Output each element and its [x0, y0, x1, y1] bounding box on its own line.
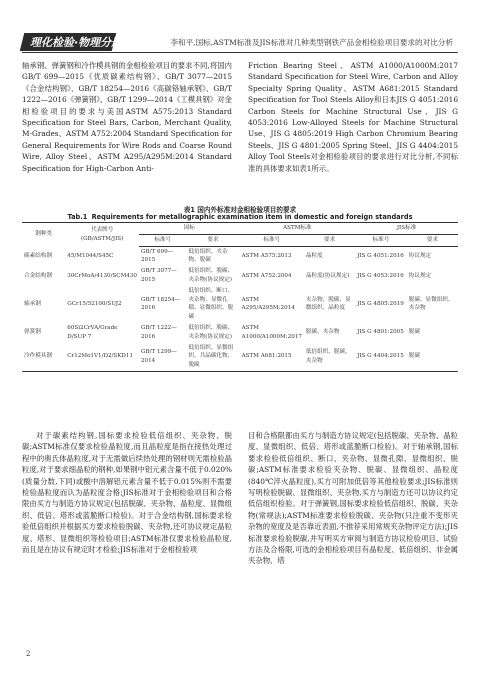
cell-steel-type: 轴承钢 [24, 300, 41, 307]
header-gb-std: 标准号 [139, 234, 186, 246]
cell-jis-req: 脱碳、显微组织、夹杂物 [408, 296, 454, 312]
running-title: 李和平,国标,ASTM标准及JIS标准对几种类型钢铁产品金相检验项目要求的对比分析 [170, 38, 453, 47]
table-row [22, 246, 458, 266]
cell-grade: GCr15/52100/SUJ2 [67, 300, 122, 307]
cell-gb-req: 低倍组织、脱碳、夹杂物(协议规定) [188, 324, 234, 340]
cell-jis-std: JIS G 4801:2005 [357, 329, 404, 336]
body-paragraph: Friction Bearing Steel、ASTM A1000/A1000M:2017 Standard Specification for Steel Wire, Carbon and Alloy Specialty Spring Quality、ASTM A681:2015 Standard Specification for Tool Steels Alloy和日本JIS G 4051:2016 Carbon Steels for Machine Structural Use、JIS G 4053:2016 Low-Alloyed Steels for Machine Structural Use、JIS G 4805:2019 High Carbon Chromium Bearing Steels、JIS G 4801:2005 Spring Steel、JIS G 4404:2015 Alloy Tool Steels对金相检验项目的要求进行对比分析,不同标准的具体要求如表1所示。 [248, 61, 458, 173]
header-astm-req: 要求 [304, 234, 355, 246]
cell-jis-req: 协议规定 [408, 252, 432, 259]
cell-steel-type: 合金结构钢 [24, 272, 52, 279]
cell-astm-req: 晶粒度(协议规定) [305, 272, 350, 279]
cell-jis-std: JIS G 4051:2016 [357, 252, 404, 259]
table-row [22, 343, 458, 372]
header-group-gb: 国标 [139, 223, 240, 235]
header-rule [22, 52, 458, 53]
cell-gb-std: GB/T 3077—2015 [141, 268, 177, 283]
cell-astm-std: ASTM A1000/A1000M:2017 [241, 324, 302, 340]
table-title-cn: 表1 国内外标准对金相检验项目的要求 [183, 206, 297, 214]
cell-steel-type: 碳素结构钢 [24, 252, 52, 259]
header-group-jis: JIS标准 [355, 223, 458, 235]
cell-grade: 30CrMoA/4130/SCM430 [67, 272, 137, 279]
cell-grade: 45/M1044/S45C [67, 252, 114, 259]
page-number: 2 [26, 650, 31, 658]
header-grade: 代表牌号 (GB/ASTM/JIS) [65, 223, 139, 247]
header-group-astm: ASTM标准 [240, 223, 356, 235]
left-column-top [22, 60, 232, 208]
cell-astm-req: 晶粒度 [305, 252, 323, 259]
cell-gb-req: 低倍组织、夹杂物、脱碳 [188, 248, 228, 264]
cell-grade: Cr12Mo1V1/D2/SKD11 [65, 343, 139, 372]
cell-gb-req: 低倍组织、显微组织、共晶碳化物、脱碳 [186, 343, 239, 372]
cell-jis-std: JIS G 4805:2019 [357, 300, 404, 307]
body-paragraph: 对于碳素结构钢,国标要求检验低倍组织、夹杂物、脱碳;ASTM标准仅要求检验晶粒度,而且晶粒度是指在接热处理过程中的奥氏体晶粒度,对于无需做后续热处理的钢材则无需检验晶粒度,对于要求细晶粒的钢种,如果钢中铝元素含量不低于0.020%(质量分数,下同)或酸中溶解铝元素含量不低于0.015%则不需要检验晶粒度而认为晶粒度合格;JIS标准对于金相检验项目和合格限由买方与制造方协议规定(包括脱碳、夹杂物、晶粒度、显微组织、低倍、塔形或蓝脆断口检验)。对于合金结构钢,国标要求检验低倍组织并根据买方要求检验脱碳、夹杂物,还可协议规定晶粒度、塔形、显微组织等检验项目;ASTM标准仅要求检验晶粒度,而且是在协议有规定时才检验;JIS标准对于金相检验项 [22, 431, 232, 555]
cell-grade: 60Si2CrVA/Grade D/SUP 7 [67, 324, 118, 340]
body-paragraph: 目和合格限都由买方与制造方协议规定(包括脱碳、夹杂物、晶粒度、显微组织、低倍、塔形或蓝脆断口检验)。对于轴承钢,国标要求检验低倍组织、断口、夹杂物、显微孔隙、显微组织、脱碳;ASTM标准要求检验夹杂物、脱碳、显微组织、晶粒度(840℃淬火晶粒度),买方可附加低倍等其他检验要求;JIS标准则写明检验脱碳、显微组织、夹杂物,买方与制造方还可以协议约定低倍组织检验。对于弹簧钢,国标要求检验低倍组织、脱碳、夹杂物(常规法);ASTM标准要求检验脱碳、夹杂物(只注重不变形夹杂物的宽度及是否靠近表面,不推荐采用常规夹杂物评定方法);JIS标准要求检验脱碳,并写明买方审阅与制造方协议检验项目、试验方法及合格限,可选的金相检验项目有晶粒度、低倍组织、非金属夹杂物、塔 [248, 431, 458, 566]
body-paragraph: 轴承钢、弹簧钢和冷作模具钢的金相检验项目的要求不同,将国内GB/T 699—2015《优质碳素结构钢》、GB/T 3077—2015《合金结构钢》、GB/T 18254—2016《高碳铬轴承钢》、GB/T 1222—2016《弹簧钢》、GB/T 1299—2014《工模具钢》对金相检验项目的要求与美国ASTM A575:2013 Standard Specification for Steel Bars, Carbon, Merchant Quality, M-Grades、ASTM A752:2004 Standard Specification for General Requirements for Wire Rods and Coarse Round Wire, Alloy Steel、ASTM A295/A295M:2014 Standard Specification for High-Carbon Anti- [22, 61, 232, 173]
cell-gb-req: 低倍组织、断口、夹杂物、显微孔隙、显微组织、脱碳 [188, 287, 234, 321]
page-header [0, 0, 480, 58]
cell-jis-req: 协议规定 [408, 272, 432, 279]
cell-astm-std: ASTM A295/A295M:2014 [241, 296, 295, 312]
table-title-en: Tab.1 Requirements for metallographic examination item in domestic and foreign standards [67, 213, 413, 221]
table-row [22, 286, 458, 323]
cell-astm-req: 脱碳、夹杂物 [305, 329, 340, 336]
cell-astm-std: ASTM A752:2004 [241, 272, 292, 279]
cell-jis-req: 脱碳 [407, 343, 458, 372]
journal-logo: 理化检验·物理分册 [30, 36, 123, 49]
header-jis-std: 标准号 [355, 234, 407, 246]
cell-steel-type: 弹簧钢 [24, 329, 41, 336]
table-row [22, 323, 458, 343]
cell-gb-std: GB/T 1222—2016 [141, 324, 177, 340]
cell-steel-type: 冷作模具钢 [22, 343, 65, 372]
header-steel-type: 钢种类 [22, 223, 65, 247]
header-gb-req: 要求 [186, 234, 239, 246]
left-column-bottom [22, 430, 232, 645]
cell-astm-std: ASTM A681:2015 [240, 343, 304, 372]
cell-gb-req: 低倍组织、脱碳、夹杂物(协议规定) [188, 268, 234, 283]
cell-astm-req: 夹杂物、脱碳、显微组织、晶粒度 [305, 296, 351, 312]
table-row [22, 266, 458, 286]
right-column-bottom [248, 430, 458, 645]
cell-astm-req: 低倍组织、脱碳、夹杂物 [304, 343, 355, 372]
cell-jis-std: JIS G 4053:2016 [357, 272, 404, 279]
right-column-top [248, 60, 458, 208]
cell-astm-std: ASTM A575:2013 [241, 252, 292, 259]
requirements-table [22, 222, 458, 372]
cell-jis-std: JIS G 4404:2015 [355, 343, 407, 372]
cell-gb-std: GB/T 1299—2014 [139, 343, 186, 372]
header-astm-std: 标准号 [240, 234, 304, 246]
cell-gb-std: GB/T 699—2015 [141, 248, 174, 264]
cell-gb-std: GB/T 18254—2016 [141, 296, 181, 312]
cell-jis-req: 脱碳 [408, 329, 420, 336]
header-jis-req: 要求 [407, 234, 458, 246]
